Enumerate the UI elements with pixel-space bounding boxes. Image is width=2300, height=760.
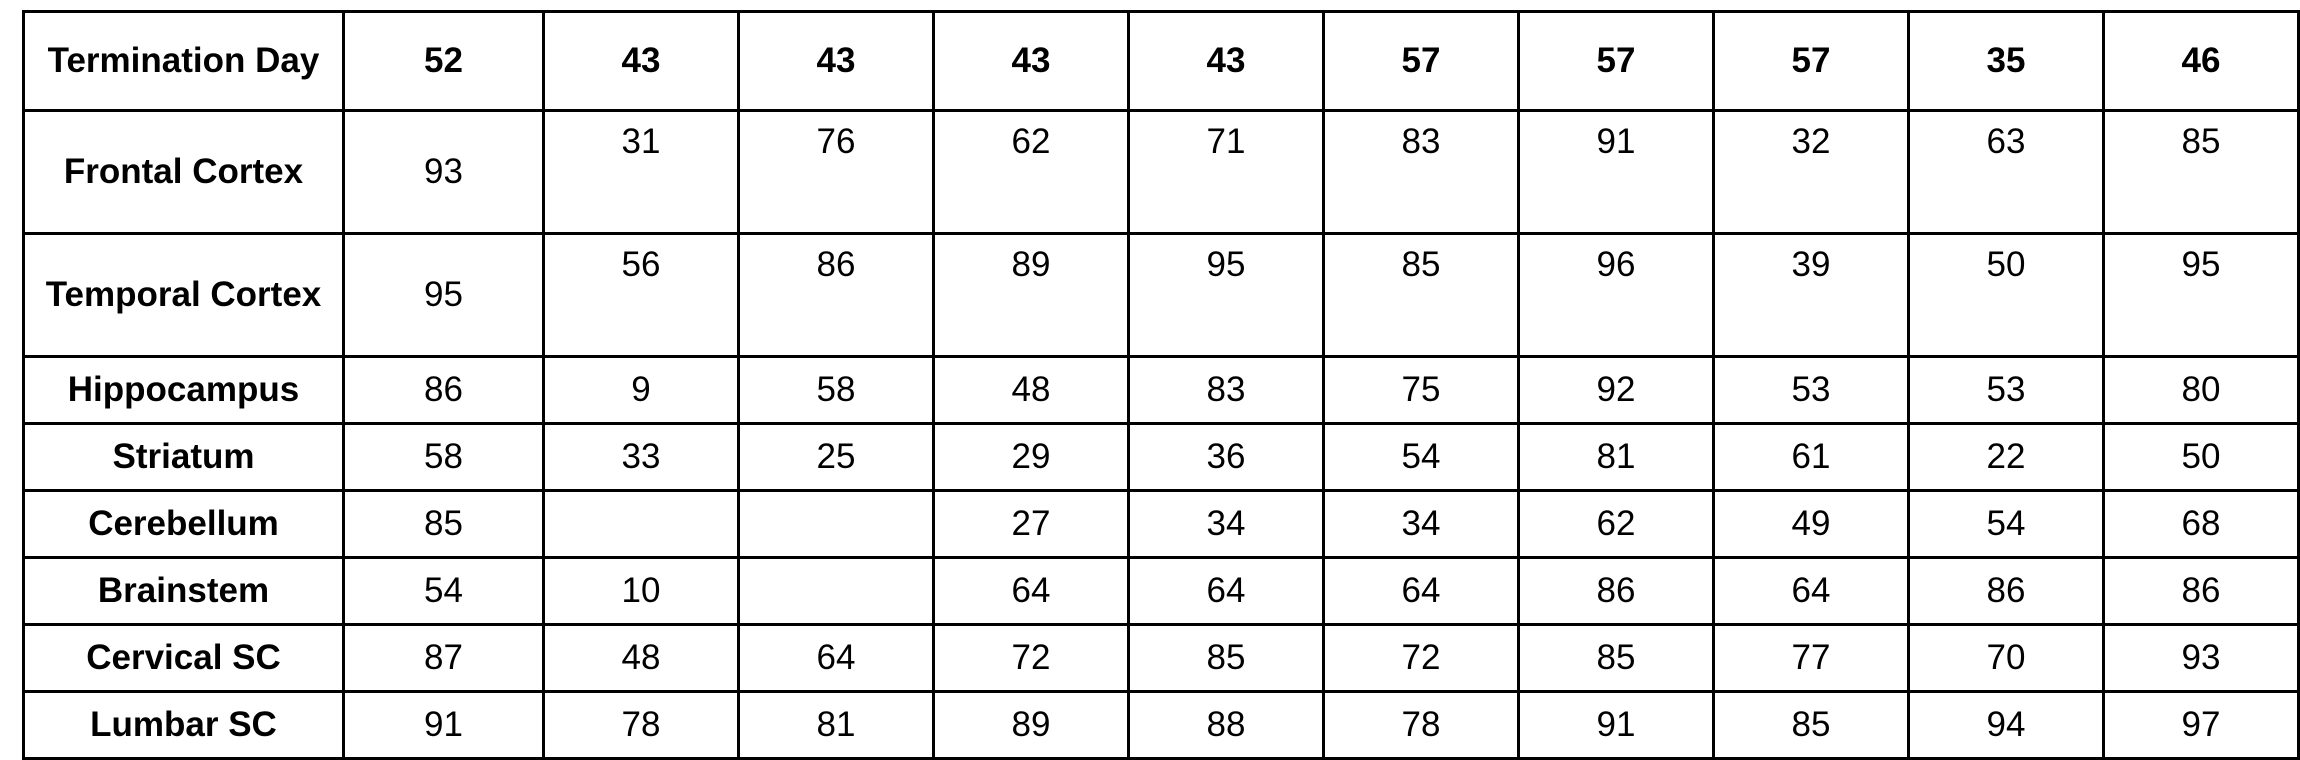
table-cell: 50	[1909, 234, 2104, 357]
table-cell: 93	[344, 111, 544, 234]
table-cell: 81	[1519, 424, 1714, 491]
table-cell: 54	[1324, 424, 1519, 491]
table-cell: 83	[1129, 357, 1324, 424]
table-cell: 72	[934, 625, 1129, 692]
table-cell: 48	[544, 625, 739, 692]
table-cell: 54	[1909, 491, 2104, 558]
table-cell: 46	[2104, 12, 2299, 111]
table-cell: 64	[934, 558, 1129, 625]
table-cell: 86	[739, 234, 934, 357]
data-table	[22, 10, 2300, 760]
table-cell: 76	[739, 111, 934, 234]
row-label: Striatum	[24, 424, 344, 491]
table-cell: 52	[344, 12, 544, 111]
table-cell: 61	[1714, 424, 1909, 491]
table-cell: 64	[739, 625, 934, 692]
table-cell: 77	[1714, 625, 1909, 692]
table-cell: 70	[1909, 625, 2104, 692]
row-label: Hippocampus	[24, 357, 344, 424]
table-cell: 43	[739, 12, 934, 111]
table-cell: 10	[544, 558, 739, 625]
table-cell: 94	[1909, 692, 2104, 759]
table-cell: 91	[344, 692, 544, 759]
table-cell: 89	[934, 692, 1129, 759]
table-cell: 85	[1129, 625, 1324, 692]
table-row	[24, 558, 2299, 625]
table-cell: 75	[1324, 357, 1519, 424]
table-cell: 72	[1324, 625, 1519, 692]
table-cell: 57	[1519, 12, 1714, 111]
table-cell: 58	[739, 357, 934, 424]
row-label: Brainstem	[24, 558, 344, 625]
table-cell: 9	[544, 357, 739, 424]
table-row	[24, 357, 2299, 424]
table-cell: 96	[1519, 234, 1714, 357]
table-cell: 95	[1129, 234, 1324, 357]
table-cell: 43	[544, 12, 739, 111]
row-label: Lumbar SC	[24, 692, 344, 759]
table-cell: 91	[1519, 111, 1714, 234]
table-cell: 57	[1714, 12, 1909, 111]
table-cell: 86	[2104, 558, 2299, 625]
table-cell: 63	[1909, 111, 2104, 234]
table-cell: 43	[1129, 12, 1324, 111]
table-cell: 64	[1129, 558, 1324, 625]
table-cell: 22	[1909, 424, 2104, 491]
table-cell: 35	[1909, 12, 2104, 111]
table-cell: 97	[2104, 692, 2299, 759]
table-cell: 68	[2104, 491, 2299, 558]
table-cell: 64	[1324, 558, 1519, 625]
table-row	[24, 491, 2299, 558]
table-cell: 53	[1909, 357, 2104, 424]
table-cell: 92	[1519, 357, 1714, 424]
table-cell	[739, 558, 934, 625]
table-cell: 80	[2104, 357, 2299, 424]
table-cell: 25	[739, 424, 934, 491]
table-cell: 95	[2104, 234, 2299, 357]
table-cell: 88	[1129, 692, 1324, 759]
row-label: Temporal Cortex	[24, 234, 344, 357]
table-cell: 36	[1129, 424, 1324, 491]
table-cell: 95	[344, 234, 544, 357]
table-cell: 34	[1324, 491, 1519, 558]
table-body	[24, 12, 2299, 759]
table-cell: 85	[2104, 111, 2299, 234]
row-label: Cerebellum	[24, 491, 344, 558]
table-row	[24, 625, 2299, 692]
table-cell: 81	[739, 692, 934, 759]
table-cell	[739, 491, 934, 558]
table-row	[24, 424, 2299, 491]
table-cell: 27	[934, 491, 1129, 558]
row-label: Cervical SC	[24, 625, 344, 692]
row-label: Termination Day	[24, 12, 344, 111]
table-cell: 39	[1714, 234, 1909, 357]
table-cell: 33	[544, 424, 739, 491]
table-cell: 29	[934, 424, 1129, 491]
table-cell: 64	[1714, 558, 1909, 625]
table-cell: 31	[544, 111, 739, 234]
table-cell: 86	[1909, 558, 2104, 625]
table-row	[24, 234, 2299, 357]
table-cell: 48	[934, 357, 1129, 424]
table-cell: 89	[934, 234, 1129, 357]
table-row	[24, 111, 2299, 234]
table-cell: 85	[1714, 692, 1909, 759]
table-cell: 32	[1714, 111, 1909, 234]
table-cell: 85	[344, 491, 544, 558]
table-cell: 71	[1129, 111, 1324, 234]
table-cell: 50	[2104, 424, 2299, 491]
table-cell: 62	[934, 111, 1129, 234]
table-cell: 85	[1519, 625, 1714, 692]
table-cell: 49	[1714, 491, 1909, 558]
table-cell: 56	[544, 234, 739, 357]
table-row	[24, 12, 2299, 111]
table-cell: 78	[544, 692, 739, 759]
table-cell	[544, 491, 739, 558]
table-row	[24, 692, 2299, 759]
table-cell: 93	[2104, 625, 2299, 692]
table-cell: 83	[1324, 111, 1519, 234]
table-cell: 85	[1324, 234, 1519, 357]
table-cell: 86	[344, 357, 544, 424]
table-cell: 78	[1324, 692, 1519, 759]
table-cell: 54	[344, 558, 544, 625]
table-cell: 57	[1324, 12, 1519, 111]
row-label: Frontal Cortex	[24, 111, 344, 234]
table-cell: 86	[1519, 558, 1714, 625]
table-cell: 62	[1519, 491, 1714, 558]
table-cell: 43	[934, 12, 1129, 111]
table-cell: 58	[344, 424, 544, 491]
table-cell: 87	[344, 625, 544, 692]
table-cell: 53	[1714, 357, 1909, 424]
table-cell: 34	[1129, 491, 1324, 558]
table-cell: 91	[1519, 692, 1714, 759]
